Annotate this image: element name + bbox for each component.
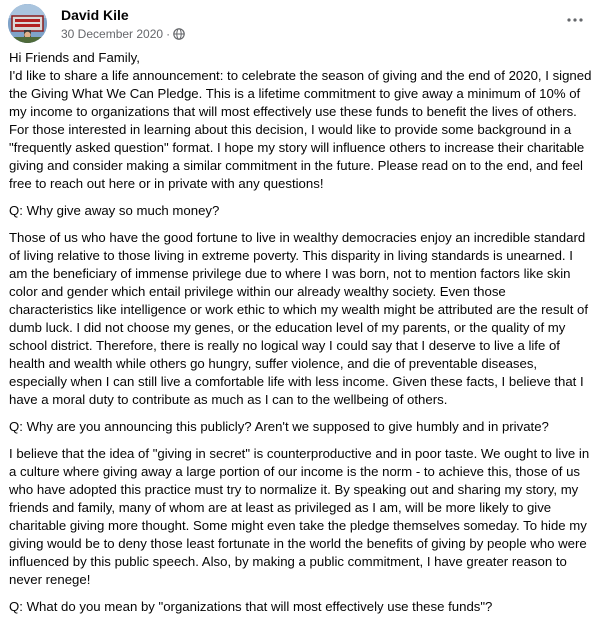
meta-separator: · [166, 27, 171, 41]
post-paragraph: I believe that the idea of "giving in secret" is counterproductive and in poor taste. We ought to live in a culture where giving away a large portion of our income is the norm - to achieve this, those of us who have adopted this practice must try to normalize it. By speaking out and sharing my story, my friends and family, many of whom are at least as privileged as I am, will be more likely to give charitable giving more thought. Some might even take the pledge themselves someday. To hide my giving would be to deny those least fortunate in the world the benefits of giving by people who were influenced by this public speech. Also, by making a public commitment, I have greater reason to never renege! [9, 446, 590, 587]
post-question: Q: Why are you announcing this publicly? Aren't we supposed to give humbly and in private? [9, 419, 549, 434]
avatar-image [8, 4, 47, 43]
post-paragraph: Those of us who have the good fortune to live in wealthy democracies enjoy an incredible standard of living relative to those living in extreme poverty. This disparity in living standards is unearned. I am the beneficiary of immense privilege due to where I was born, not to mention factors like skin color and gender which entail privilege within our already wealthy society. Even those characteristics like intelligence or work ethic to which my wealth might be attributed are the result of dumb luck. I did not choose my genes, or the education level of my parents, or the quality of my school district. Therefore, there is really no logical way I could say that I deserve to live a life of health and wealth while others go hungry, suffer violence, and die of preventable diseases, especially when I can still live a comfortable life with less income. Given these facts, I believe that I have a moral duty to contribute as much as I can to the wellbeing of others. [9, 230, 589, 407]
more-options-button[interactable] [563, 10, 587, 30]
post-body [9, 49, 593, 625]
author-avatar[interactable] [8, 4, 47, 43]
post-date[interactable]: 30 December 2020 [61, 27, 164, 41]
post-question: Q: What do you mean by "organizations that will most effectively use these funds"? [9, 599, 493, 614]
more-options-icon [567, 18, 583, 22]
globe-icon[interactable] [173, 28, 185, 40]
author-name[interactable]: David Kile [61, 7, 129, 23]
post-meta [61, 26, 185, 42]
post-header [8, 4, 593, 44]
post-paragraph: Hi Friends and Family, I'd like to share a life announcement: to celebrate the season of giving and the end of 2020, I signed the Giving What We Can Pledge. This is a lifetime commitment to give away a minimum of 10% of my income to organizations that will most effectively use these funds to benefit the lives of others. For those interested in learning about this decision, I would like to provide some background in a "frequently asked question" format. I hope my story will influence others to increase their charitable giving and consider making a similar commitment in the future. Please read on to the end, and feel free to reach out here or in private with any questions! [9, 50, 592, 191]
post-question: Q: Why give away so much money? [9, 203, 220, 218]
